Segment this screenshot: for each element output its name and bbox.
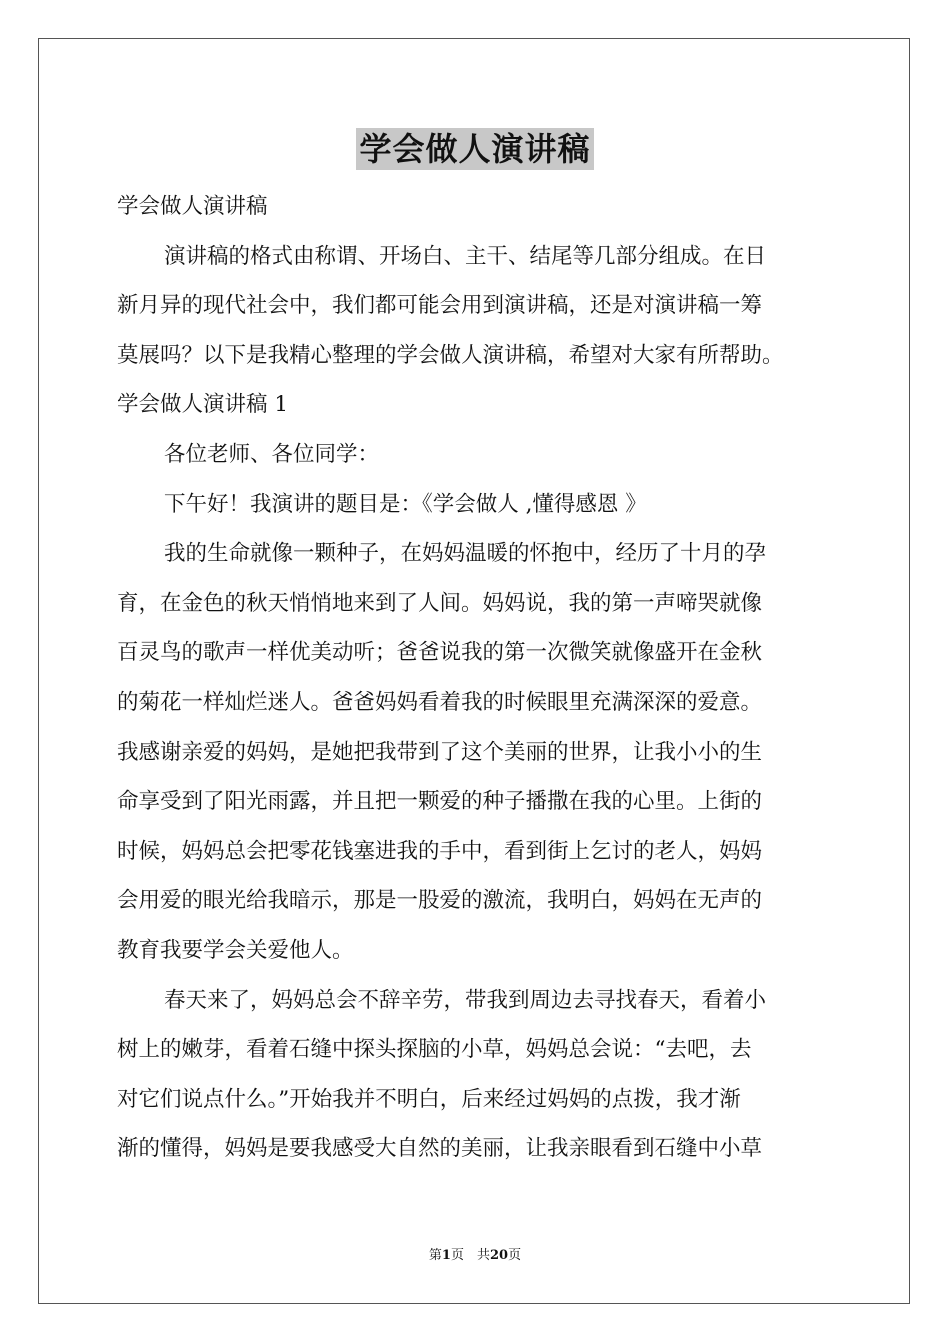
footer-total-pages: 20 bbox=[489, 1248, 509, 1263]
document-body bbox=[117, 182, 835, 1174]
text-line: 莫展吗？以下是我精心整理的学会做人演讲稿，希望对大家有所帮助。 bbox=[117, 342, 784, 368]
page-footer bbox=[0, 1248, 950, 1264]
text-line: 会用爱的眼光给我暗示，那是一股爱的激流，我明白，妈妈在无声的 bbox=[117, 888, 763, 914]
text-line: 演讲稿的格式由称谓、开场白、主干、结尾等几部分组成。在日 bbox=[164, 243, 767, 269]
footer-suffix: 页 bbox=[508, 1248, 522, 1263]
text-line: 学会做人演讲稿 bbox=[117, 194, 268, 219]
footer-mid: 页 共 bbox=[450, 1248, 490, 1263]
text-line: 春天来了，妈妈总会不辞辛劳，带我到周边去寻找春天，看着小 bbox=[164, 987, 767, 1013]
text-line: 育，在金色的秋天悄悄地来到了人间。妈妈说，我的第一声啼哭就像 bbox=[117, 590, 763, 616]
footer-page-number: 1 bbox=[441, 1248, 451, 1263]
text-line: 的菊花一样灿烂迷人。爸爸妈妈看着我的时候眼里充满深深的爱意。 bbox=[117, 689, 763, 715]
text-line: 我感谢亲爱的妈妈，是她把我带到了这个美丽的世界，让我小小的生 bbox=[117, 739, 763, 765]
text-line: 教育我要学会关爱他人。 bbox=[117, 937, 354, 963]
text-line: 百灵鸟的歌声一样优美动听；爸爸说我的第一次微笑就像盛开在金秋 bbox=[117, 640, 763, 666]
title-container bbox=[0, 128, 950, 170]
text-line: 学会做人演讲稿 1 bbox=[117, 392, 289, 418]
text-line: 树上的嫩芽，看着石缝中探头探脑的小草，妈妈总会说：“去吧，去 bbox=[117, 1037, 752, 1063]
text-line: 我的生命就像一颗种子，在妈妈温暖的怀抱中，经历了十月的孕 bbox=[164, 541, 767, 567]
text-line: 渐的懂得，妈妈是要我感受大自然的美丽，让我亲眼看到石缝中小草 bbox=[117, 1136, 763, 1162]
text-line: 时候，妈妈总会把零花钱塞进我的手中，看到街上乞讨的老人，妈妈 bbox=[117, 838, 763, 864]
text-line: 各位老师、各位同学： bbox=[164, 441, 380, 467]
text-line: 新月异的现代社会中，我们都可能会用到演讲稿，还是对演讲稿一筹 bbox=[117, 293, 763, 319]
text-line: 命享受到了阳光雨露，并且把一颗爱的种子播撒在我的心里。上街的 bbox=[117, 789, 763, 815]
document-title: 学会做人演讲稿 bbox=[356, 128, 593, 170]
text-line: 对它们说点什么。”开始我并不明白，后来经过妈妈的点拨，我才渐 bbox=[117, 1086, 741, 1112]
footer-prefix: 第 bbox=[428, 1248, 442, 1263]
text-line: 下午好！我演讲的题目是：《学会做人 ,懂得感恩 》 bbox=[164, 491, 647, 517]
